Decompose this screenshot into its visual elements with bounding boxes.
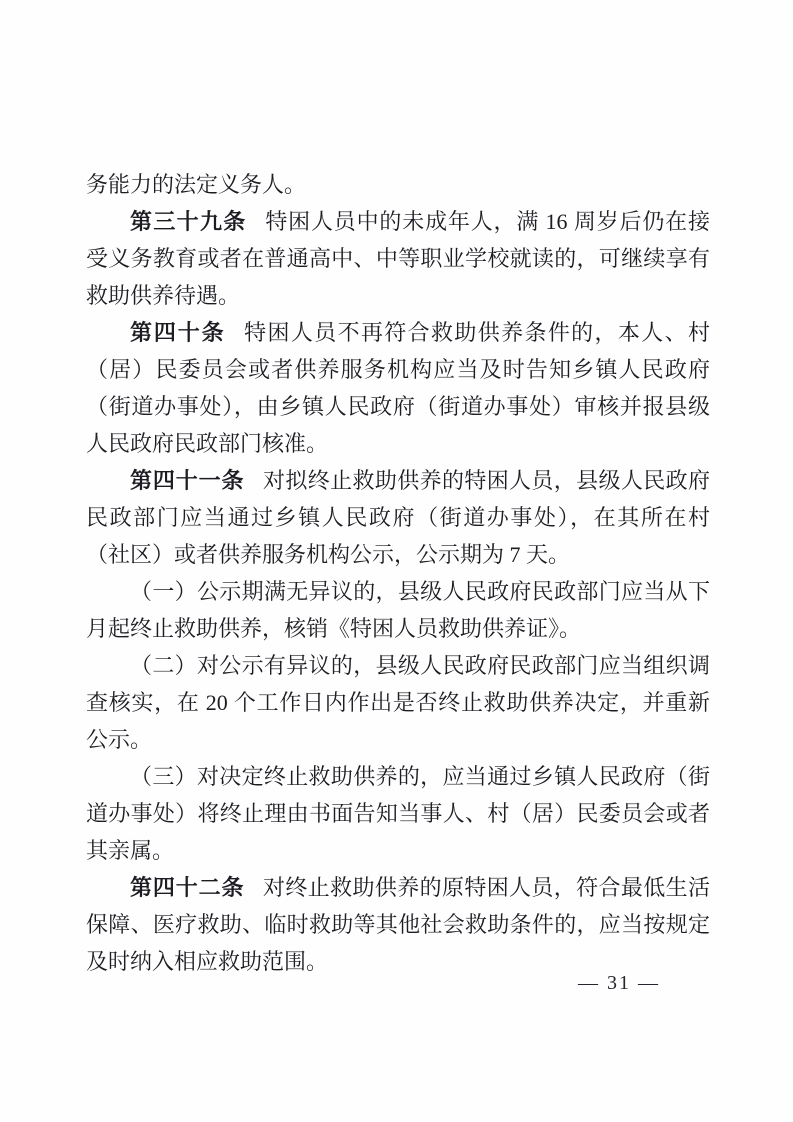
- paragraph-continuation: [86, 166, 710, 203]
- paragraph-text: 对拟终止救助供养的特困人员，县级人民政府民政部门应当通过乡镇人民政府（街道办事处），在其所在村（社区）或者供养服务机构公示，公示期为 7 天。: [86, 468, 710, 567]
- paragraph-item-1: [86, 573, 710, 647]
- paragraph-text: 务能力的法定义务人。: [86, 172, 307, 197]
- paragraph-text: 特困人员中的未成年人，满 16 周岁后仍在接受义务教育或者在普通高中、中等职业学校就读的，可继续享有救助供养待遇。: [86, 209, 710, 308]
- article-number: 第四十一条: [130, 468, 245, 493]
- paragraph-text: 对终止救助供养的原特困人员，符合最低生活保障、医疗救助、临时救助等其他社会救助条件的，应当按规定及时纳入相应救助范围。: [86, 875, 710, 974]
- paragraph-text: 特困人员不再符合救助供养条件的，本人、村（居）民委员会或者供养服务机构应当及时告知乡镇人民政府（街道办事处），由乡镇人民政府（街道办事处）审核并报县级人民政府民政部门核准。: [86, 320, 710, 456]
- paragraph-article-39: [86, 203, 710, 314]
- paragraph-article-40: [86, 314, 710, 462]
- paragraph-item-2: [86, 647, 710, 758]
- paragraph-article-41: [86, 462, 710, 573]
- paragraph-text: （三）对决定终止救助供养的，应当通过乡镇人民政府（街道办事处）将终止理由书面告知当事人、村（居）民委员会或者其亲属。: [86, 764, 710, 863]
- paragraph-text: （一）公示期满无异议的，县级人民政府民政部门应当从下月起终止救助供养，核销《特困人员救助供养证》。: [86, 579, 710, 641]
- document-body: [86, 166, 710, 980]
- article-number: 第三十九条: [130, 209, 247, 234]
- paragraph-item-3: [86, 758, 710, 869]
- paragraph-article-42: [86, 869, 710, 980]
- paragraph-text: （二）对公示有异议的，县级人民政府民政部门应当组织调查核实，在 20 个工作日内作出是否终止救助供养决定，并重新公示。: [86, 653, 710, 752]
- article-number: 第四十二条: [130, 875, 245, 900]
- page-number: — 31 —: [578, 972, 660, 994]
- article-number: 第四十条: [130, 320, 226, 345]
